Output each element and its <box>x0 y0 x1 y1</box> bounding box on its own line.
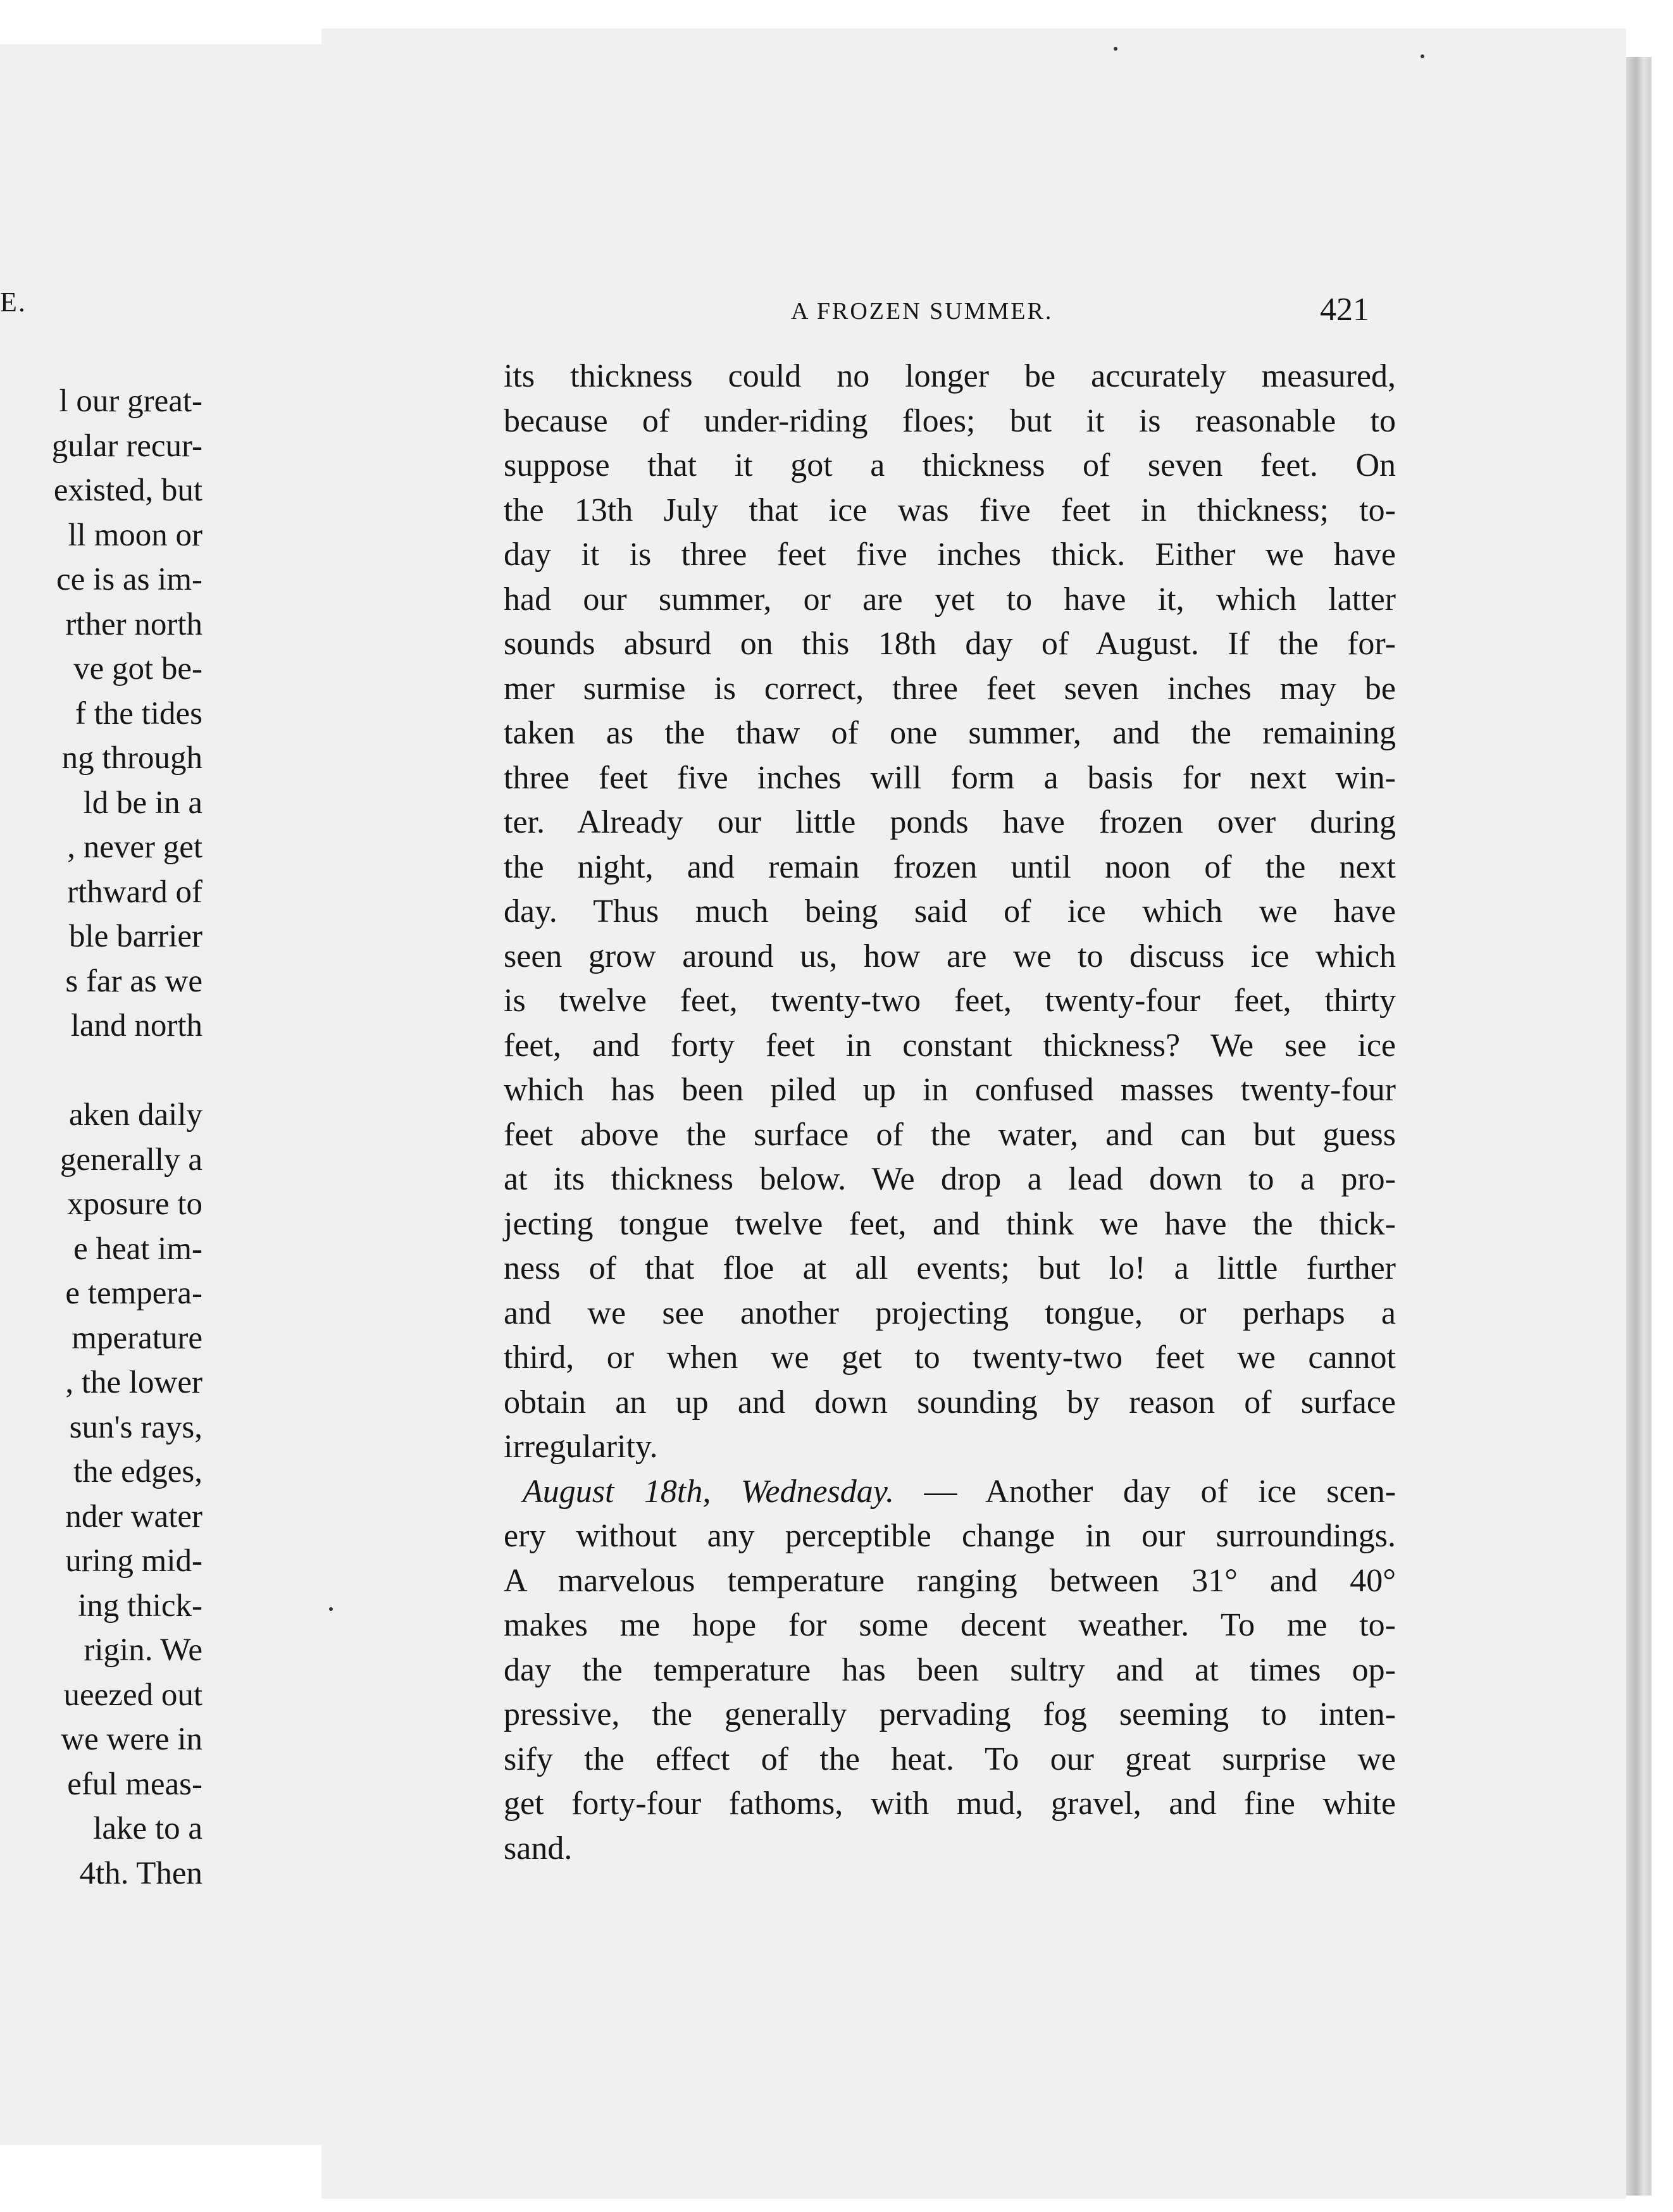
text-line: jecting tongue twelve feet, and think we have the thick- <box>504 1205 1396 1242</box>
text-line: the 13th July that ice was five feet in thickness; to- <box>504 492 1396 528</box>
left-line: uring mid- <box>65 1543 202 1579</box>
left-line: ve got be- <box>73 651 202 687</box>
text-line: obtain an up and down sounding by reason of surface <box>504 1384 1396 1420</box>
text-line: three feet five inches will form a basis for next win- <box>504 759 1396 796</box>
left-line: generally a <box>59 1141 202 1177</box>
left-line: land north <box>70 1008 202 1043</box>
text-line: makes me hope for some decent weather. To me to- <box>504 1607 1396 1643</box>
scan-speck <box>1114 47 1117 51</box>
left-line: rthward of <box>67 874 202 910</box>
left-line: mperature <box>72 1320 202 1356</box>
scan-speck <box>1421 54 1424 58</box>
text-line: its thickness could no longer be accurately measured, <box>504 358 1396 394</box>
left-line: lake to a <box>93 1811 202 1846</box>
left-line: e heat im- <box>73 1231 202 1267</box>
text-line: which has been piled up in confused masses twenty-four <box>504 1072 1396 1108</box>
text-line: pressive, the generally pervading fog seeming to inten- <box>504 1696 1396 1732</box>
left-line: the edges, <box>73 1454 202 1489</box>
left-line: ce is as im- <box>56 562 202 597</box>
text-line: A marvelous temperature ranging between 31° and 40° <box>504 1562 1396 1599</box>
left-line: sun's rays, <box>69 1409 202 1445</box>
left-line: ng through <box>61 740 202 776</box>
text-line: day. Thus much being said of ice which we have <box>504 893 1396 929</box>
entry-first-line <box>504 1470 1396 1515</box>
left-line: e tempera- <box>65 1276 202 1311</box>
page-edges <box>1626 57 1651 2196</box>
left-line: 4th. Then <box>79 1855 202 1891</box>
text-line: the night, and remain frozen until noon of the next <box>504 848 1396 885</box>
text-line: ery without any perceptible change in our surroundings. <box>504 1518 1396 1554</box>
text-line: feet, and forty feet in constant thickness? We see ice <box>504 1027 1396 1064</box>
text-line: suppose that it got a thickness of seven feet. On <box>504 447 1396 483</box>
left-line: rther north <box>65 606 202 642</box>
left-line: rigin. We <box>84 1632 202 1668</box>
text-line: and we see another projecting tongue, or perhaps a <box>504 1295 1396 1331</box>
left-line: ing thick- <box>78 1588 202 1624</box>
text-line: sand. <box>504 1830 573 1867</box>
page-body <box>504 354 1396 1871</box>
text-line: ness of that floe at all events; but lo! a little further <box>504 1250 1396 1286</box>
text-line: at its thickness below. We drop a lead down to a pro- <box>504 1161 1396 1197</box>
left-line: nder water <box>65 1498 202 1534</box>
left-line: s far as we <box>65 963 202 999</box>
text-line: because of under-riding floes; but it is reasonable to <box>504 402 1396 439</box>
left-line: xposure to <box>67 1186 202 1222</box>
left-line: existed, but <box>53 473 202 508</box>
left-line: l our great- <box>59 383 202 419</box>
left-line: , the lower <box>65 1365 202 1400</box>
running-head: A FROZEN SUMMER. <box>791 298 1054 325</box>
left-running-head-fragment: E. <box>0 287 27 318</box>
left-page-text <box>0 379 202 1896</box>
left-line: , never get <box>67 830 202 865</box>
scan-speck <box>329 1607 333 1611</box>
left-line: ll moon or <box>68 517 202 553</box>
text-line: feet above the surface of the water, and can but guess <box>504 1116 1396 1153</box>
text-line: day it is three feet five inches thick. Either we have <box>504 537 1396 573</box>
text-line: sounds absurd on this 18th day of August. If the for- <box>504 626 1396 662</box>
text-line: ter. Already our little ponds have frozen over during <box>504 804 1396 840</box>
left-line: we were in <box>61 1722 202 1757</box>
text-line: day the temperature has been sultry and at times op- <box>504 1651 1396 1688</box>
text-line: taken as the thaw of one summer, and the remaining <box>504 715 1396 751</box>
left-line-blank <box>0 1048 202 1093</box>
text-line: mer surmise is correct, three feet seven inches may be <box>504 670 1396 707</box>
entry-date: August 18th, Wednesday. <box>523 1473 894 1510</box>
entry-first-line-text: — Another day of ice scen- <box>893 1473 1396 1510</box>
left-line: gular recur- <box>51 428 202 464</box>
left-line: ld be in a <box>83 785 202 821</box>
text-line: third, or when we get to twenty-two feet we cannot <box>504 1339 1396 1376</box>
left-facing-page <box>0 44 329 2145</box>
text-line: sify the effect of the heat. To our great surprise we <box>504 1741 1396 1777</box>
text-line: seen grow around us, how are we to discuss ice which <box>504 938 1396 974</box>
text-line: irregularity. <box>504 1429 658 1465</box>
text-line: had our summer, or are yet to have it, which latter <box>504 581 1396 618</box>
left-line: f the tides <box>75 695 202 731</box>
left-line: aken daily <box>69 1097 202 1133</box>
left-line: eful meas- <box>67 1766 202 1802</box>
left-line: ble barrier <box>69 919 202 954</box>
left-line: ueezed out <box>63 1677 202 1713</box>
text-line: get forty-four fathoms, with mud, gravel, and fine white <box>504 1786 1396 1822</box>
page-number: 421 <box>1320 292 1369 328</box>
text-line: is twelve feet, twenty-two feet, twenty-four feet, thirty <box>504 983 1396 1019</box>
